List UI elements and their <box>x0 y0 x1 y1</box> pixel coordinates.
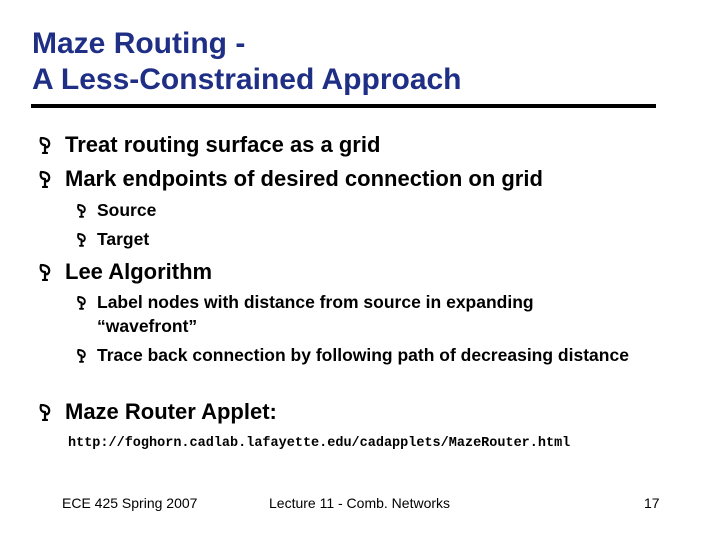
bullet-icon <box>74 198 88 222</box>
bullet-icon <box>74 290 88 314</box>
bullet-icon <box>74 227 88 251</box>
slide-title-line-2: A Less-Constrained Approach <box>32 63 462 96</box>
bullet-icon <box>36 399 54 425</box>
title-divider <box>31 104 656 108</box>
footer-course: ECE 425 Spring 2007 <box>62 495 198 511</box>
bullet-text: Source <box>97 200 157 220</box>
applet-url-link[interactable]: http://foghorn.cadlab.lafayette.edu/cadapplets/MazeRouter.html <box>68 436 571 451</box>
bullet-icon <box>36 259 54 285</box>
bullet-text: Lee Algorithm <box>65 259 213 284</box>
bullet-icon <box>36 166 54 192</box>
bullet-text: Target <box>97 229 150 249</box>
bullet-icon <box>36 132 54 158</box>
footer-page-number: 17 <box>644 495 660 511</box>
bullet-text: Mark endpoints of desired connection on grid <box>65 166 543 191</box>
bullet-text: Treat routing surface as a grid <box>65 132 381 157</box>
slide-title <box>32 26 462 98</box>
slide-title-line-1: Maze Routing - <box>32 27 246 60</box>
footer-lecture: Lecture 11 - Comb. Networks <box>269 495 451 511</box>
bullet-text: Maze Router Applet: <box>65 399 277 424</box>
bullet-icon <box>74 343 88 367</box>
bullet-text: Trace back connection by following path of decreasing distance <box>97 345 629 365</box>
bullet-text: Label nodes with distance from source in expanding “wavefront” <box>97 292 534 336</box>
